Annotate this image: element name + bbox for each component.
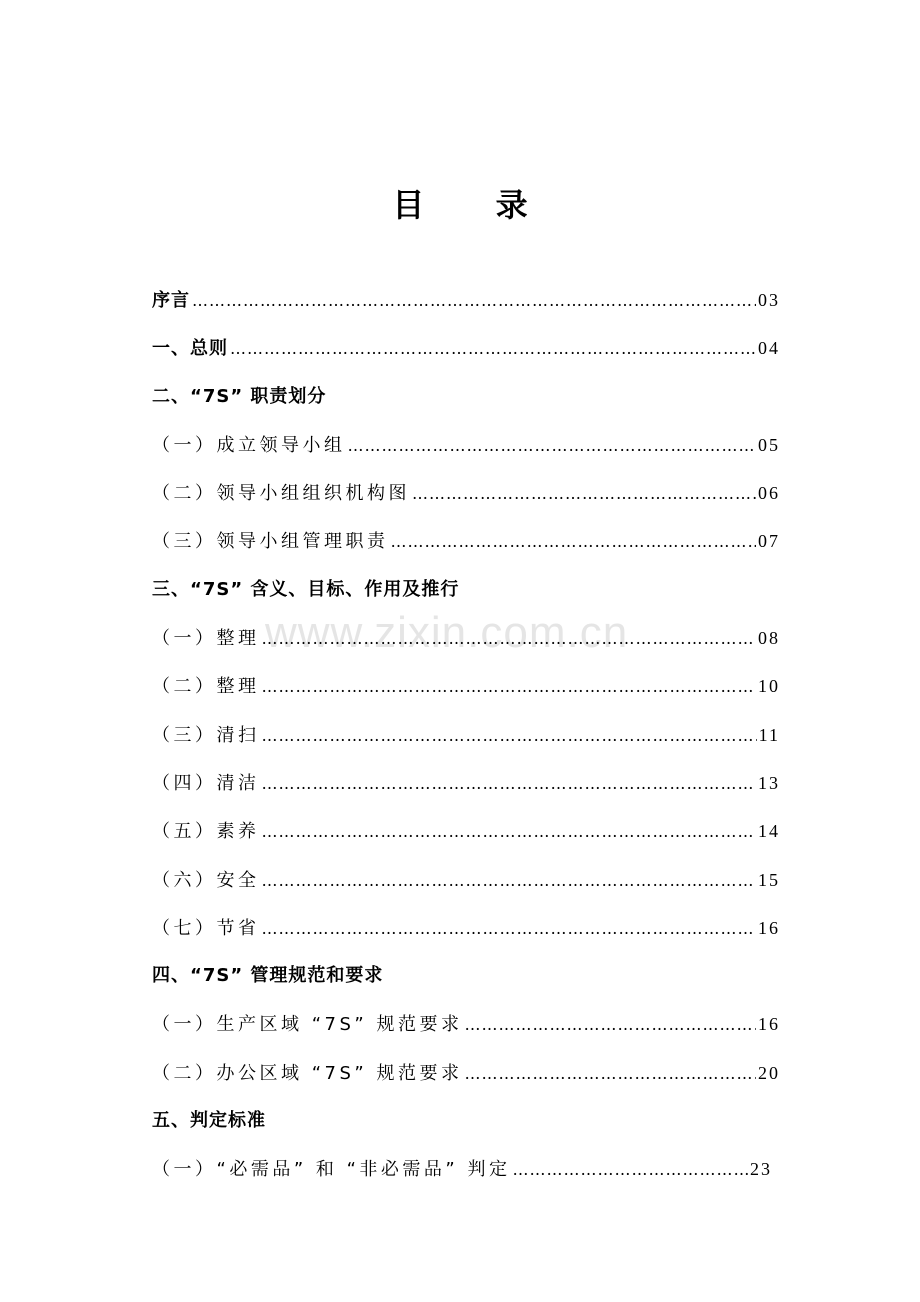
toc-entry-label: 序言: [152, 290, 190, 311]
toc-entry-page: 16: [758, 917, 780, 938]
toc-entry-label: （二）办公区域 “7S” 规范要求: [152, 1062, 463, 1084]
toc-entry-label: （四）清洁: [152, 772, 260, 794]
toc-entry-page: 15: [758, 869, 780, 890]
toc-entry[interactable]: [152, 1000, 780, 1048]
toc-dot-leader: [464, 1001, 756, 1049]
toc-section-heading[interactable]: [152, 566, 780, 614]
toc-entry-page: 14: [758, 821, 780, 842]
toc-entry-page: 10: [758, 676, 780, 697]
toc-entry-page: 04: [758, 338, 780, 359]
toc-entry[interactable]: [152, 856, 780, 904]
toc-dot-leader: [262, 663, 757, 711]
toc-entry[interactable]: [152, 904, 780, 952]
toc-dot-leader: [464, 1050, 756, 1098]
toc-dot-leader: [262, 905, 757, 953]
toc-entry-label: （二）领导小组组织机构图: [152, 483, 410, 505]
toc-section-heading[interactable]: [152, 373, 780, 421]
toc-entry[interactable]: [152, 807, 780, 855]
toc-entry-label: （一）成立领导小组: [152, 434, 346, 456]
toc-entry-page: 13: [758, 772, 780, 793]
toc-entry[interactable]: [152, 517, 780, 565]
toc-section-heading[interactable]: [152, 952, 780, 1000]
toc-title: 目 录: [392, 186, 558, 224]
toc-entry[interactable]: [152, 276, 780, 324]
toc-entry-label: 三、“7S” 含义、目标、作用及推行: [152, 578, 460, 600]
toc-entry-label: （三）清扫: [152, 724, 260, 746]
toc-dot-leader: [391, 518, 757, 566]
toc-entry-label: （五）素养: [152, 821, 260, 843]
toc-entry-page: 07: [758, 531, 780, 552]
watermark: www.zixin.com.cn: [265, 608, 629, 657]
toc-entry-page: 06: [758, 483, 780, 504]
toc-entry-page: 08: [758, 628, 780, 649]
toc-entry-page: 11: [758, 724, 780, 745]
toc-section-heading[interactable]: [152, 1097, 780, 1145]
toc-dot-leader: [262, 857, 757, 905]
toc-entry[interactable]: [152, 1049, 780, 1097]
toc-entry-label: （七）节省: [152, 917, 260, 939]
toc-entry-label: （六）安全: [152, 869, 260, 891]
toc-entry[interactable]: [152, 1145, 772, 1193]
toc-entry-label: （二）整理: [152, 676, 260, 698]
toc-entry-label: 五、判定标准: [152, 1110, 266, 1132]
toc-entry[interactable]: [152, 421, 780, 469]
toc-dot-leader: [412, 470, 756, 518]
toc-list: [152, 276, 780, 1194]
toc-entry-label: 二、“7S” 职责划分: [152, 385, 327, 407]
toc-dot-leader: [262, 808, 757, 856]
toc-entry[interactable]: [152, 469, 780, 517]
toc-entry[interactable]: [152, 711, 780, 759]
toc-dot-leader: [262, 712, 757, 760]
toc-dot-leader: [192, 277, 756, 325]
toc-dot-leader: [348, 422, 757, 470]
toc-entry-label: （一）生产区域 “7S” 规范要求: [152, 1014, 463, 1036]
toc-dot-leader: [512, 1146, 748, 1194]
toc-entry-page: 20: [758, 1062, 780, 1083]
toc-dot-leader: [230, 325, 756, 373]
toc-entry-page: 05: [758, 434, 780, 455]
toc-entry[interactable]: [152, 662, 780, 710]
toc-entry[interactable]: [152, 324, 780, 372]
toc-entry-label: （一）整理: [152, 628, 260, 650]
toc-entry-label: （三）领导小组管理职责: [152, 531, 389, 553]
toc-entry[interactable]: [152, 614, 780, 662]
toc-entry-page: 23: [750, 1159, 772, 1180]
toc-entry-page: 03: [758, 290, 780, 310]
toc-entry-label: 四、“7S” 管理规范和要求: [152, 965, 384, 987]
toc-entry-label: 一、总则: [152, 338, 228, 360]
toc-entry[interactable]: [152, 759, 780, 807]
toc-dot-leader: [262, 615, 757, 663]
toc-dot-leader: [262, 760, 757, 808]
toc-entry-label: （一）“必需品” 和 “非必需品” 判定: [152, 1159, 511, 1181]
toc-entry-page: 16: [758, 1014, 780, 1035]
